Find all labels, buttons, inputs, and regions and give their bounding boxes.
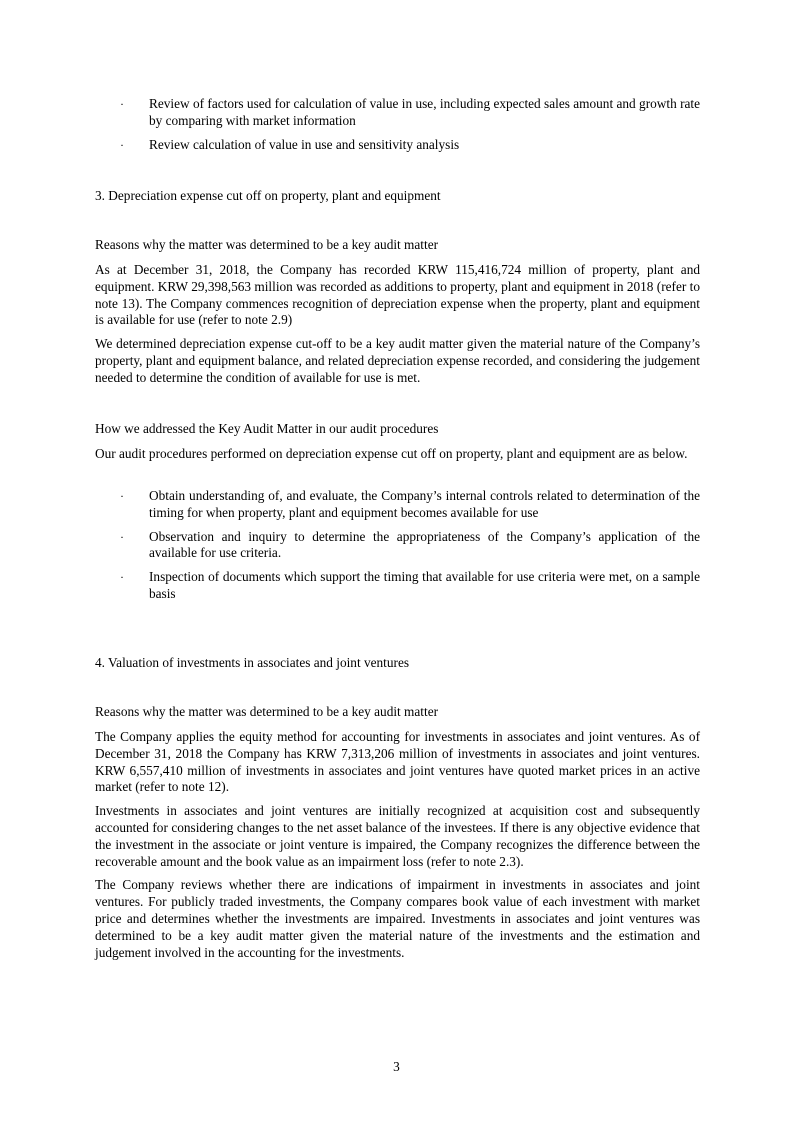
section-3-title: 3. Depreciation expense cut off on property, plant and equipment	[95, 188, 441, 203]
bullet-icon: ·	[120, 529, 124, 544]
bullet-icon: ·	[120, 489, 124, 503]
list-item	[120, 569, 700, 603]
list-item	[120, 137, 700, 154]
section-3-reasons-heading: Reasons why the matter was determined to be a key audit matter	[95, 237, 439, 252]
bullet-icon: ·	[120, 137, 124, 152]
paragraph: Our audit procedures performed on depreciation expense cut off on property, plant and equipment are as below.	[95, 446, 688, 461]
list-item-text: Obtain understanding of, and evaluate, the Company’s internal controls related to determination of the timing for when property, plant and equipment becomes available for use	[149, 488, 700, 520]
list-item	[120, 529, 700, 563]
list-item	[120, 96, 700, 130]
section-4-title: 4. Valuation of investments in associates and joint ventures	[95, 655, 410, 670]
procedures-list	[120, 488, 700, 610]
section-4-reasons-body	[95, 729, 700, 968]
list-item-text: Observation and inquiry to determine the appropriateness of the Company’s application of the available for use criteria.	[149, 528, 700, 561]
page-number: 3	[393, 1059, 400, 1074]
top-bullet-list	[120, 96, 700, 160]
paragraph: As at December 31, 2018, the Company has recorded KRW 115,416,724 million of property, plant and equipment. KRW 29,398,563 million was recorded as additions to property, plant and equipment in 2018 (refer to note 13). The Company commences recognition of depreciation expense when the property, plant and equipment is available for use (refer to note 2.9)	[95, 262, 700, 328]
bullet-icon: ·	[120, 570, 124, 585]
paragraph: The Company applies the equity method for accounting for investments in associates and joint ventures. As of December 31, 2018 the Company has KRW 7,313,206 million of investments in associates and joint ventures. KRW 6,557,410 million of investments in associates and joint ventures have quoted market prices in an active market (refer to note 12).	[95, 729, 700, 795]
section-3-how-intro	[95, 446, 700, 470]
paragraph: We determined depreciation expense cut-off to be a key audit matter given the material nature of the Company’s property, plant and equipment balance, and related depreciation expense recorded, and considering the judgement needed to determine the condition of available for use is met.	[95, 336, 700, 385]
list-item-text: Review calculation of value in use and sensitivity analysis	[149, 136, 460, 152]
paragraph: Investments in associates and joint ventures are initially recognized at acquisition cost and subsequently accounted for considering changes to the net asset balance of the investees. If there is any objective evidence that the investment in the associate or joint venture is impaired, the Company recognizes the difference between the recoverable amount and the book value as an impairment loss (refer to note 2.3).	[95, 803, 700, 869]
list-item-text: Review of factors used for calculation of value in use, including expected sales amount and growth rate by comparing with market information	[149, 96, 700, 128]
section-3-how-heading: How we addressed the Key Audit Matter in our audit procedures	[95, 421, 439, 436]
list-item-text: Inspection of documents which support the timing that available for use criteria were met, on a sample basis	[149, 569, 700, 601]
list-item	[120, 488, 700, 522]
section-4-reasons-heading: Reasons why the matter was determined to be a key audit matter	[95, 704, 439, 719]
paragraph: The Company reviews whether there are indications of impairment in investments in associates and joint ventures. For publicly traded investments, the Company compares book value of each investment with market price and determines whether the investments are impaired. Investments in associates and joint ventures was determined to be a key audit matter given the material nature of the investments and the estimation and judgement involved in the accounting for the investments.	[95, 877, 700, 960]
section-3-reasons-body	[95, 262, 700, 394]
bullet-icon: ·	[120, 97, 124, 111]
